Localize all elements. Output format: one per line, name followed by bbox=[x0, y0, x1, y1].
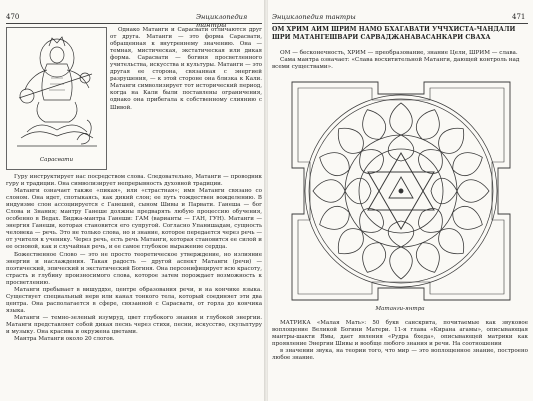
left-body-wrap bbox=[110, 27, 262, 112]
header-rule-left bbox=[6, 23, 262, 24]
left-paragraph: Матанги пребывает в вишуддхе, центре образования речи, и на кончике языка. Существует специальный нерв или канал тонкого тела, который соединяет эти два центра. Она располагается в сфере, связанной с Сарасвати, от горла до кончика языка. bbox=[6, 286, 262, 314]
left-paragraph: Мантра Матанги около 20 слогов. bbox=[14, 336, 115, 343]
left-paragraph: Божественное Слово — это не просто теоретическое утверждение, но излияние энергии и наслаждения. Такая радость — другой аспект Матанги (речи) — поэтический, эпический и экстатический Богиня. Она персонифицирует всю красоту, страсть и глубину произносимого слова, которое затем порождает возможность к просветлению. bbox=[6, 251, 262, 286]
right-paragraph: МАТРИКА «Малая Мать»: 50 букв санскрита, почитаемые как звуковое воплощение Великой Богини Матери. 11-я глава «Кирана агамы», описывающая мантры-шакти Ямы, дает явления «Рудра бхеда», описывающей матрики как проявление Энергии Шивы и вообще любого знания и речи. На соотношении bbox=[272, 320, 528, 348]
left-paragraph: Однако Матанги и Сарасвати отличаются друг от друга. Матанги — это форма Сарасвати, обращенная к внутреннему значению. Она — темная, мистическая, экстатическая или дикая форма. Сарасвати — богиня просветленного учительства, искусства и культуры. Матанги — это другая ее сторона, связанная с энергией разрушения, — к этой стороне она близка к Кали. Матанги символизирует тот исторический период, когда на Кали были поставлены ограничения, однако она прибегала к собственному слиянию с Шивой. bbox=[110, 27, 262, 111]
left-page bbox=[0, 0, 265, 401]
left-paragraph: Матанги означает также «пикая», или «страстная»; имя Матанги связано со слоном. Она идет, спотыкаясь, как дикий слон; ее путь тождествен вожделению. В индуизме слон ассоциируется с Ганешей, сыном Шивы и Парвати. Ганеша — бог Слова и Знания; мантру Ганеше должны предварять любую процессию обучения, особенно в Ведах. Биджа-мантра Ганеши: ГАМ (варианты — ГАН, ГУН). Матанги — энергия Ганеши, которая становится его супругой. Согласно Упанишадам, сущность человека — речь. Это не только слова, но и знание, которое передается через речь — от учителя к ученику. Через речь, есть речь Матанги, которая становится ее силой и ее основой, как и случайная речь, и ее самое глубокое выражение сердца. bbox=[6, 188, 262, 251]
page-number-left: 470 bbox=[6, 13, 20, 21]
right-body bbox=[272, 320, 528, 362]
saraswati-caption: Сарасвати bbox=[39, 157, 74, 163]
right-page bbox=[268, 0, 533, 401]
yantra-caption: Матанги-янтра bbox=[375, 306, 425, 312]
left-body-main bbox=[6, 174, 262, 343]
right-paragraph: в значении звука, на теории того, что мир — это воплощенное знание, построено любое знание. bbox=[272, 348, 528, 362]
matangi-yantra-diagram-icon bbox=[290, 80, 512, 302]
left-paragraph: Матанги — темно-зеленый изумруд, цвет глубокого знания и глубокой энергии. Матанги представляет собой дикая песнь через стихи, песни, искусство, скульптуру и музыку. Она красива и окружена цветами. bbox=[6, 314, 262, 336]
header-rule-right bbox=[272, 23, 528, 24]
matangi-mantra: ОМ ХРИМ АИМ ШРИМ НАМО БХАГАВАТИ УЧЧХИСТА-ЧАНДАЛИ ШРИ МАТАНГЕШВАРИ САРВАДЖАНАВАСАНКАРИ СВАХА bbox=[272, 26, 516, 41]
running-head-right: Энциклопедия тантры bbox=[272, 13, 356, 21]
mantra-meaning: Сама мантра означает: «Слава восхитительной Матанги, дающей контроль над всеми существами». bbox=[272, 57, 520, 71]
mantra-explanation bbox=[272, 50, 528, 71]
saraswati-figure bbox=[6, 27, 107, 170]
mantra-meaning: ОМ — бесконечность, ХРИМ — преобразование, знание Цели, ШРИМ — слава. bbox=[280, 50, 518, 56]
running-head-left: Энциклопедия тантры bbox=[196, 13, 248, 29]
page-number-right: 471 bbox=[512, 13, 526, 21]
left-paragraph: Гуру инструктирует нас посредством слова. Следовательно, Матанги — проводник гуру и традиции. Она символизирует непрерывность духовной традиции. bbox=[6, 174, 262, 188]
saraswati-illustration-icon bbox=[7, 28, 106, 158]
